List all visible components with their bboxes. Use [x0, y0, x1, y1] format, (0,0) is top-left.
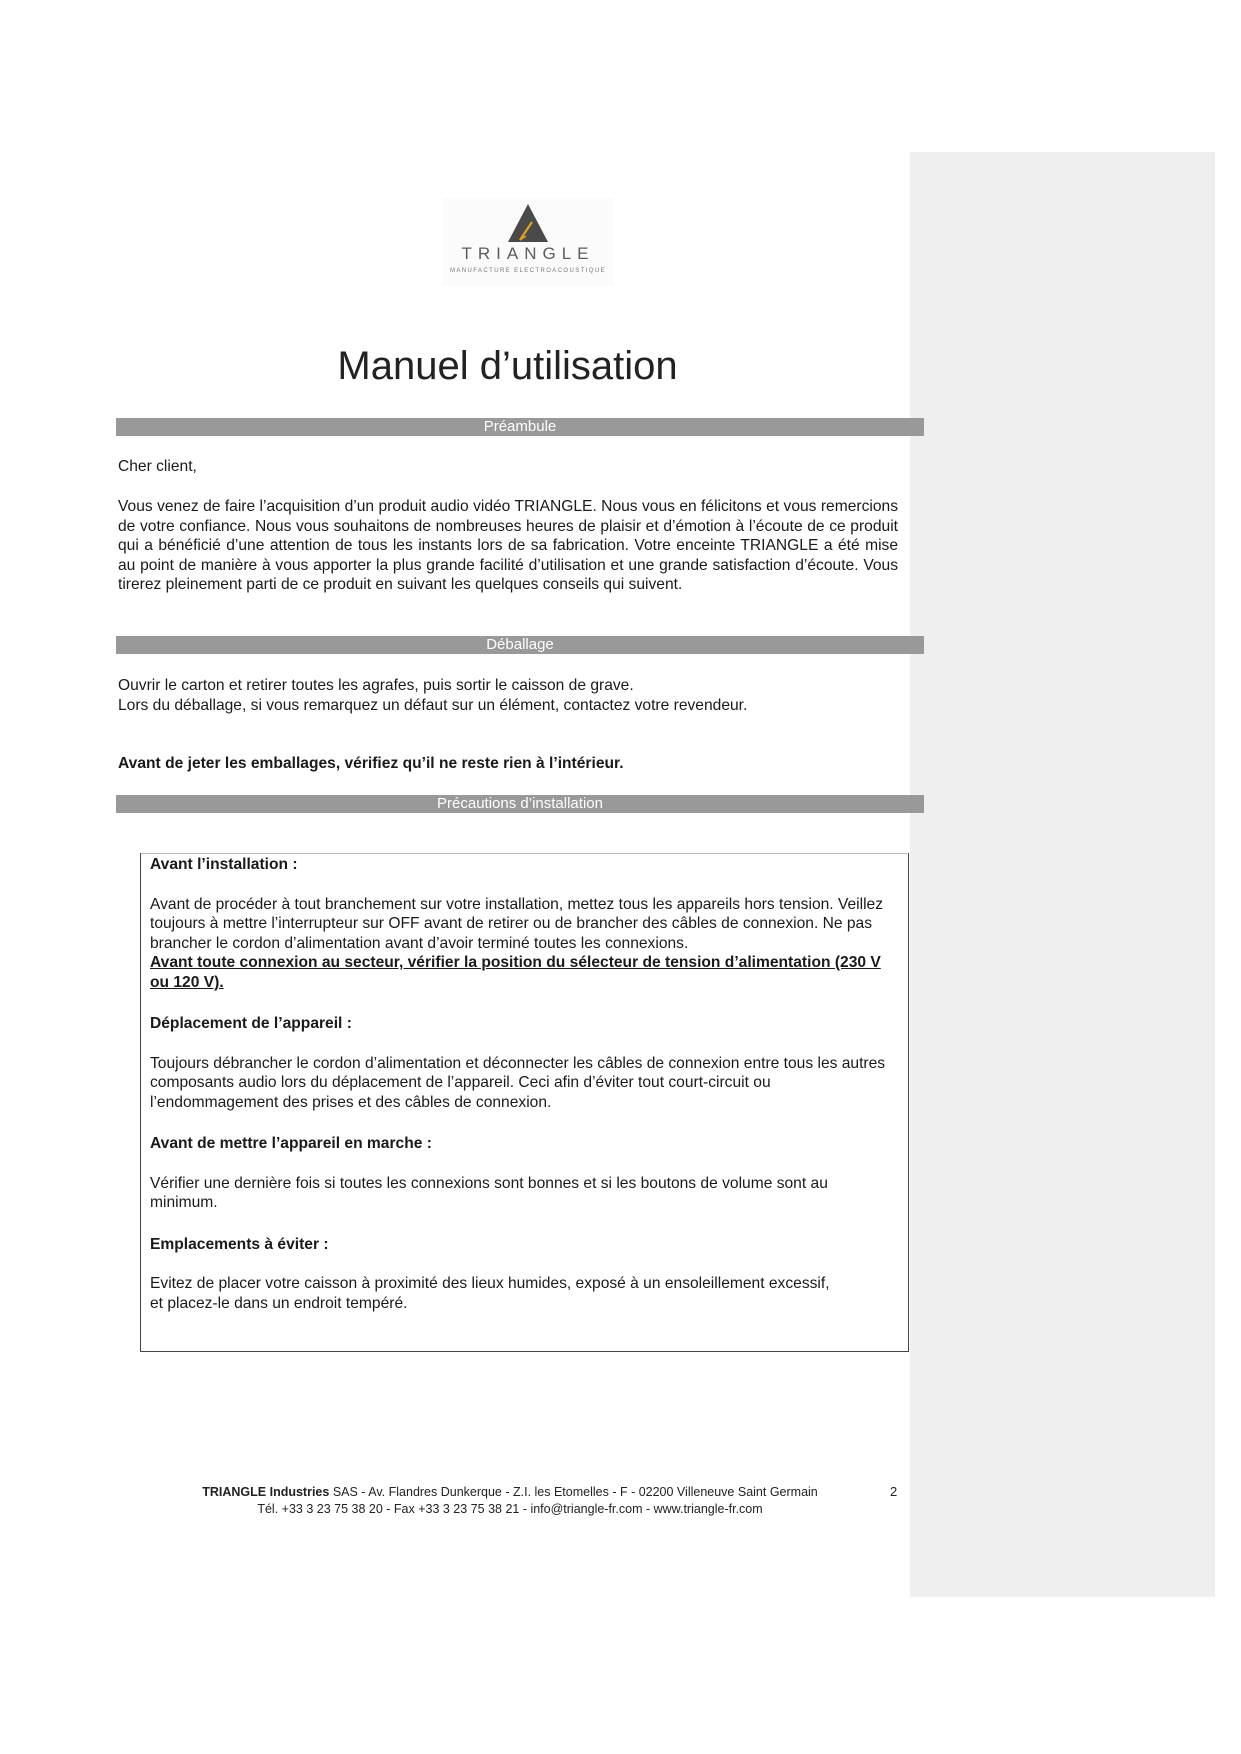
emplacements-text: Evitez de placer votre caisson à proximité des lieux humides, exposé à un ensoleillement excessif, et placez-le dans un endroit tempéré.	[150, 1275, 830, 1312]
page-title: Manuel d’utilisation	[337, 344, 678, 388]
deballage-warning: Avant de jeter les emballages, vérifiez qu’il ne reste rien à l’intérieur.	[118, 755, 624, 772]
footer-address: SAS - Av. Flandres Dunkerque - Z.I. les Etomelles - F - 02200 Villeneuve Saint Germain	[332, 1485, 818, 1499]
logo-tagline: MANUFACTURE ELECTROACOUSTIQUE	[450, 268, 606, 274]
footer-address-line	[140, 1484, 880, 1501]
page-number: 2	[890, 1484, 898, 1499]
greeting: Cher client,	[118, 458, 197, 475]
avant-installation-text: Avant de procéder à tout branchement sur votre installation, mettez tous les appareils hors tension. Veillez toujours à mettre l’interrupteur sur OFF avant de retirer ou de brancher des câbles de connexion. Ne pas brancher le cordon d’alimentation avant d’avoir terminé toutes les connexions.	[150, 895, 884, 952]
mise-en-marche-title: Avant de mettre l’appareil en marche :	[150, 1135, 432, 1152]
deballage-line-2: Lors du déballage, si vous remarquez un défaut sur un élément, contactez votre revendeur.	[118, 697, 748, 714]
preambule-paragraph: Vous venez de faire l’acquisition d’un produit audio vidéo TRIANGLE. Nous vous en félicitons et vous remercions de votre confiance. Nous vous souhaitons de nombreuses heures de plaisir et d’émotion à l’écoute de ce produit qui a bénéficié d’une attention de tous les instants lors de sa fabrication. Votre enceinte TRIANGLE a été mise au point de manière à vous apporter la plus grande facilité d’utilisation et une grande satisfaction d’écoute. Vous tirerez pleinement parti de ce produit en suivant les quelques conseils qui suivent.	[118, 498, 898, 593]
deplacement-title: Déplacement de l’appareil :	[150, 1015, 352, 1032]
voltage-warning: Avant toute connexion au secteur, vérifier la position du sélecteur de tension d’alimentation (230 V ou 120 V).	[150, 954, 881, 991]
section-bar-preambule: Préambule	[116, 418, 924, 436]
section-bar-precautions: Précautions d’installation	[116, 795, 924, 813]
triangle-logo	[443, 198, 613, 286]
page-footer	[140, 1484, 880, 1518]
triangle-logo-icon	[506, 202, 550, 244]
avant-installation-title: Avant l’installation :	[150, 856, 298, 873]
footer-contact: Tél. +33 3 23 75 38 20 - Fax +33 3 23 75 38 21 - info@triangle-fr.com - www.triangle-fr.com	[257, 1502, 763, 1516]
deplacement-text: Toujours débrancher le cordon d’alimentation et déconnecter les câbles de connexion entre tous les autres composants audio lors du déplacement de l’appareil. Ceci afin d’éviter tout court-circuit ou l’endommagement des prises et des câbles de connexion.	[150, 1054, 886, 1111]
section-bar-deballage: Déballage	[116, 636, 924, 654]
precautions-box	[140, 853, 909, 1352]
comment-margin-panel	[910, 152, 1215, 1597]
deballage-line-1: Ouvrir le carton et retirer toutes les agrafes, puis sortir le caisson de grave.	[118, 677, 634, 694]
footer-company: TRIANGLE Industries	[202, 1485, 330, 1499]
emplacements-title: Emplacements à éviter :	[150, 1235, 329, 1253]
mise-en-marche-text: Vérifier une dernière fois si toutes les connexions sont bonnes et si les boutons de volume sont au minimum.	[150, 1174, 828, 1211]
logo-wordmark: TRIANGLE	[461, 244, 595, 263]
